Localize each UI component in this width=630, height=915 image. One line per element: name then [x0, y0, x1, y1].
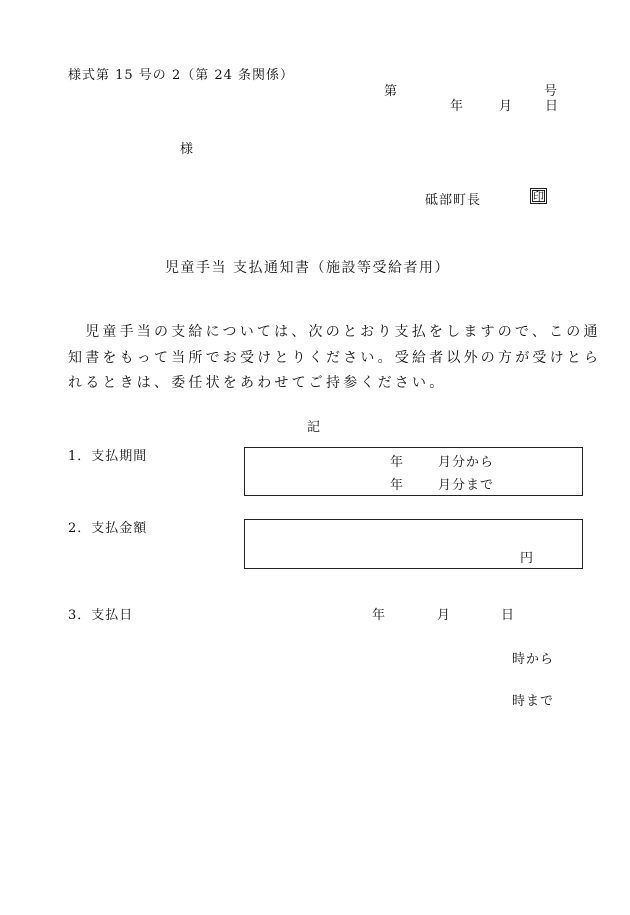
seal-stamp [530, 188, 547, 204]
addressee-suffix: 様 [180, 142, 195, 157]
date-year: 年 [450, 99, 465, 114]
period-to-month: 月分まで [438, 478, 495, 493]
issuer: 砥部町長 [425, 193, 482, 208]
doc-number-suffix: 号 [544, 84, 559, 99]
date-month: 月 [499, 99, 514, 114]
period-to-year: 年 [390, 478, 405, 493]
page-title: 児童手当 支払通知書（施設等受給者用） [165, 260, 450, 276]
body-line-2: 知書をもって当所でお受けとりください。受給者以外の方が受けとら [68, 350, 602, 366]
period-from-month: 月分から [438, 455, 495, 470]
period-label: 1．支払期間 [68, 449, 148, 464]
amount-label: 2．支払金額 [68, 521, 148, 536]
ki-label: 記 [307, 420, 322, 435]
amount-box [244, 519, 583, 569]
body-line-1: 児童手当の支給については、次のとおり支払をしますので、この通 [68, 324, 601, 340]
pay-date-year: 年 [372, 608, 387, 623]
pay-date-label: 3．支払日 [68, 608, 134, 623]
date-day: 日 [545, 99, 560, 114]
pay-date-day: 日 [501, 608, 516, 623]
pay-date-month: 月 [437, 608, 452, 623]
period-box [244, 447, 583, 496]
pay-time-to: 時まで [512, 694, 555, 709]
amount-unit: 円 [520, 551, 535, 566]
pay-time-from: 時から [512, 652, 555, 667]
body-line-3: れるときは、委任状をあわせてご持参ください。 [68, 375, 447, 391]
form-number: 様式第 15 号の 2（第 24 条関係） [68, 68, 295, 83]
doc-number-prefix: 第 [384, 84, 399, 99]
period-from-year: 年 [390, 455, 405, 470]
seal-icon: 印 [533, 190, 544, 203]
